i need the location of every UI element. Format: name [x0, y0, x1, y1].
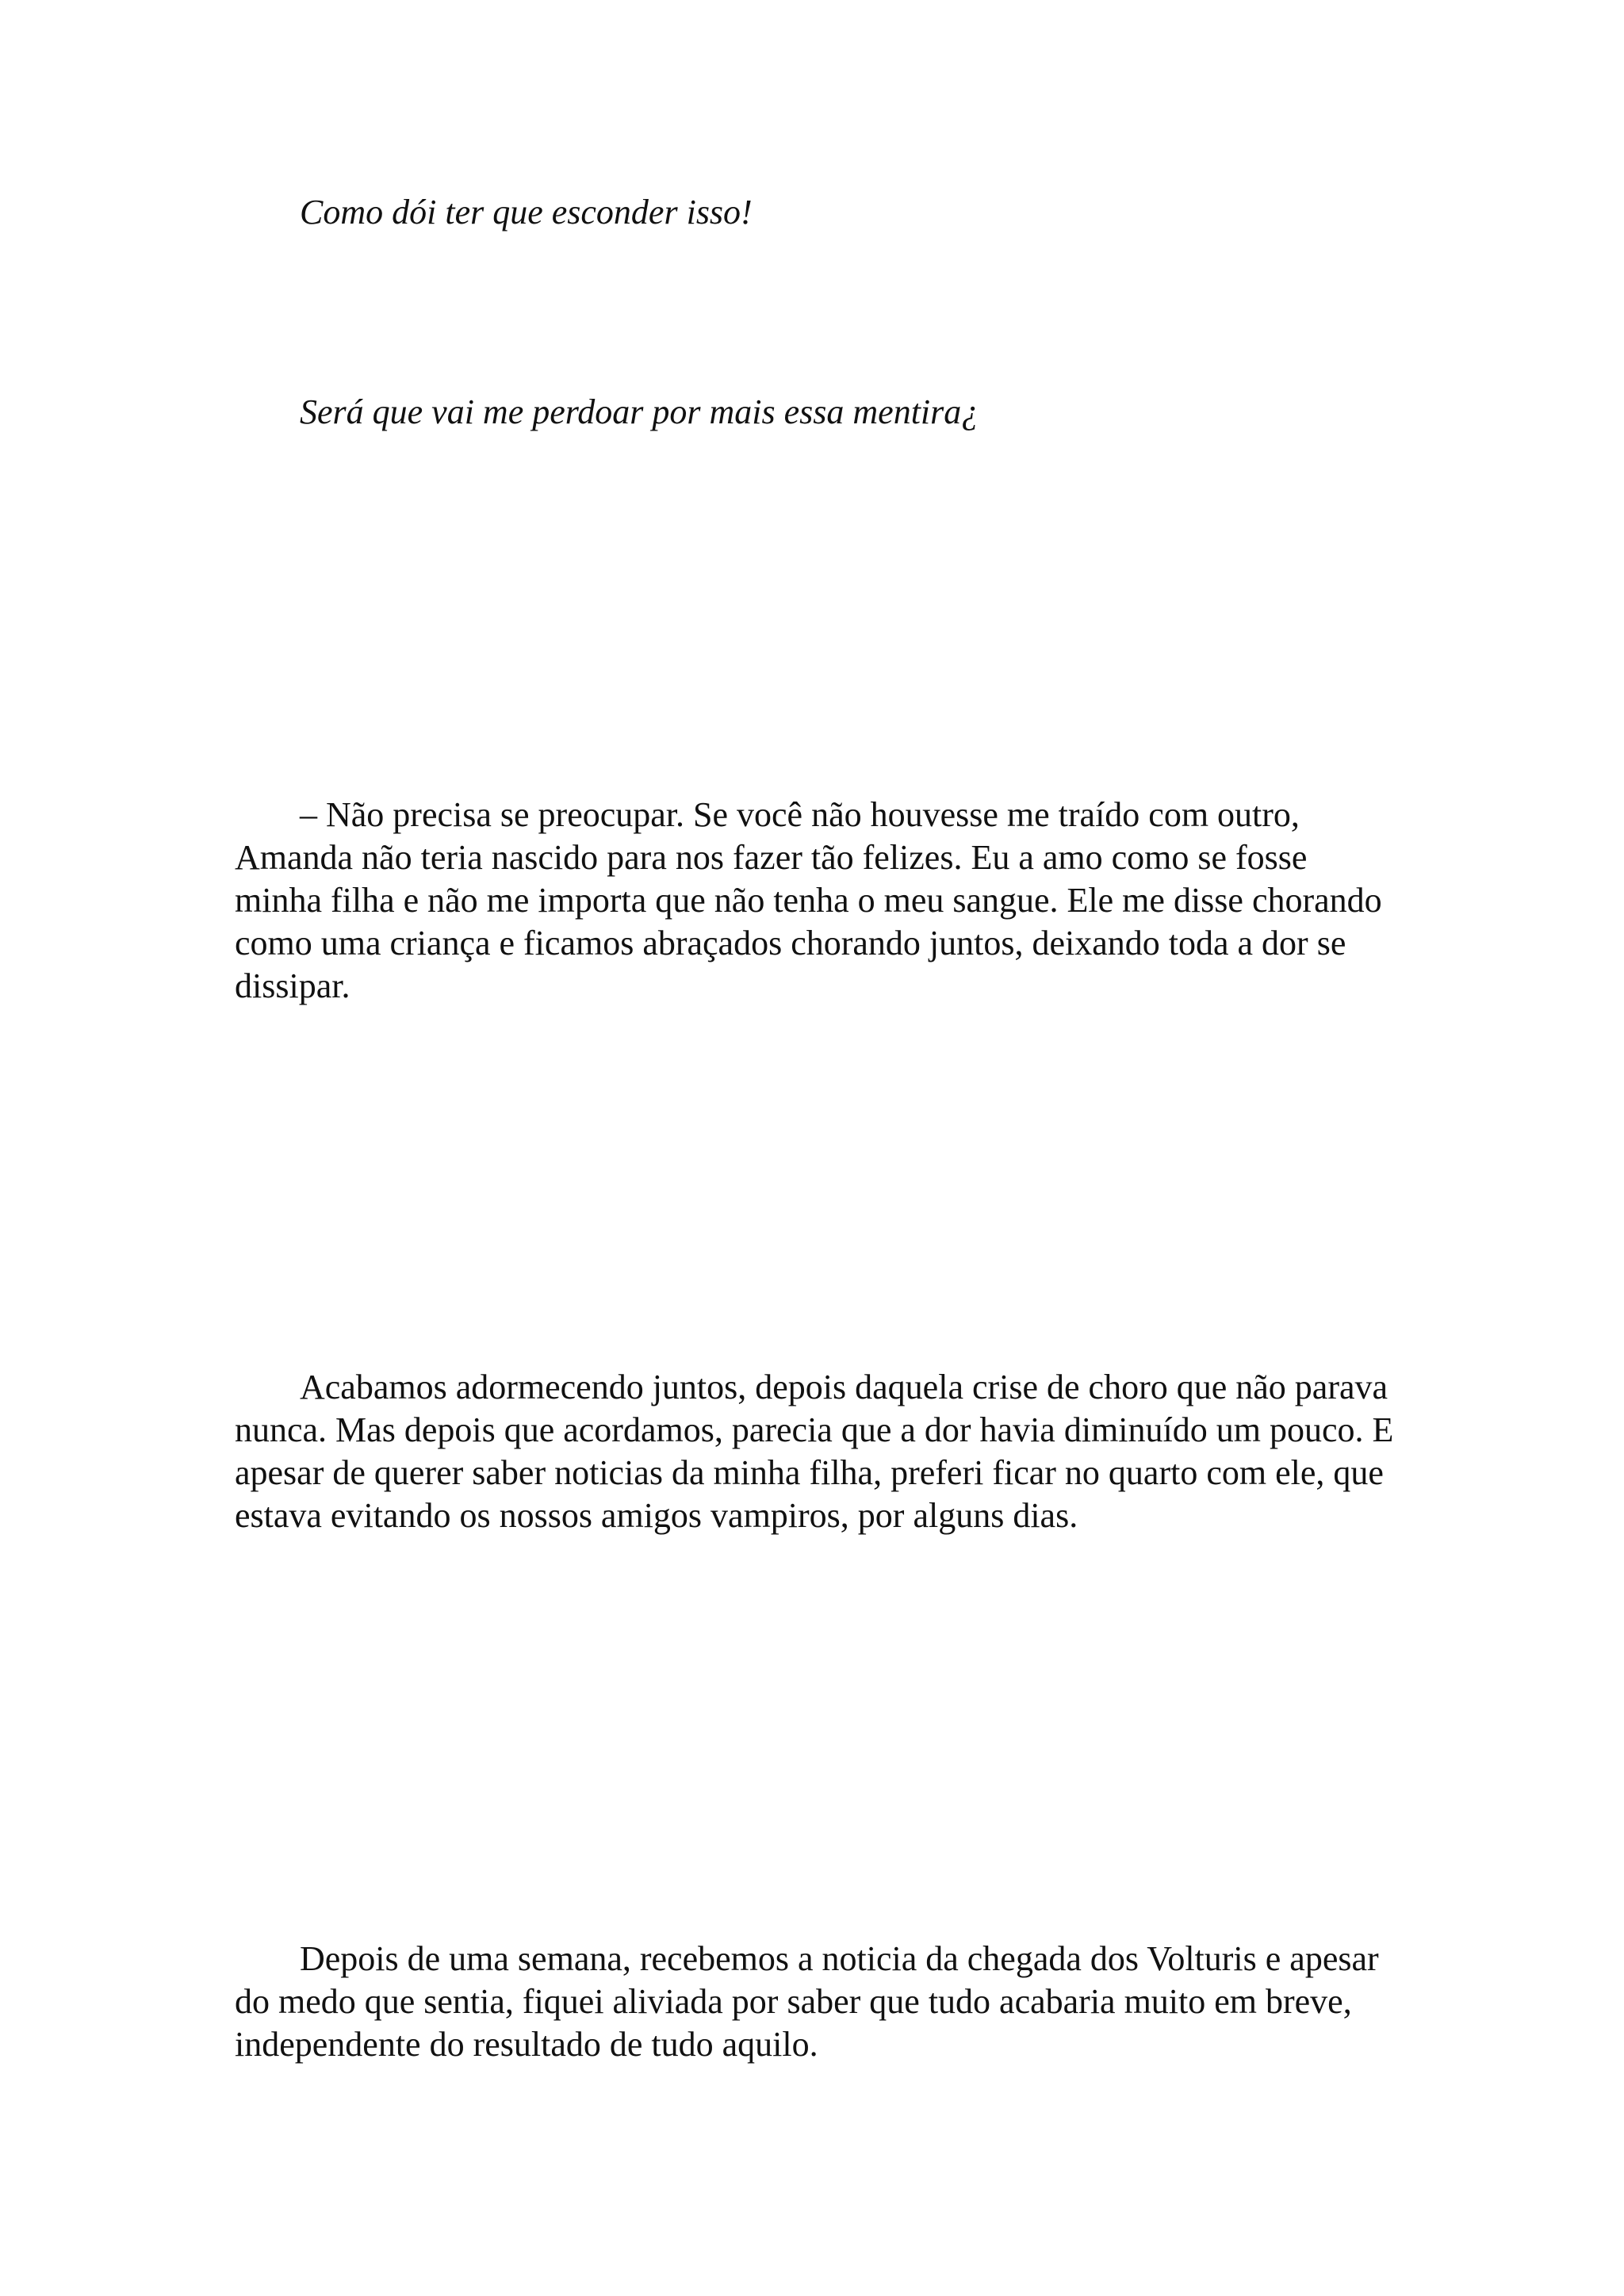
paragraph-asleep: Acabamos adormecendo juntos, depois daquela crise de choro que não parava nunca. Mas depois que acordamos, parecia que a dor havia diminuído um pouco. E apesar de querer saber noticias da minha filha, preferi ficar no quarto com ele, que estava evitando os nossos amigos vampiros, por alguns dias.: [235, 1368, 1394, 1535]
italic-thought-2: Será que vai me perdoar por mais essa mentira¿: [300, 392, 979, 431]
paragraph-dialogue: – Não precisa se preocupar. Se você não houvesse me traído com outro, Amanda não teria nascido para nos fazer tão felizes. Eu a amo como se fosse minha filha e não me importa que não tenha o meu sangue. Ele me disse chorando como uma criança e ficamos abraçados chorando juntos, deixando toda a dor se dissipar.: [235, 795, 1382, 1005]
paragraph-volturis: Depois de uma semana, recebemos a noticia da chegada dos Volturis e apesar do medo que sentia, fiquei aliviada por saber que tudo acabaria muito em breve, independente do resultado de tudo aquilo.: [235, 1939, 1379, 2064]
italic-thought-1: Como dói ter que esconder isso!: [300, 193, 753, 232]
